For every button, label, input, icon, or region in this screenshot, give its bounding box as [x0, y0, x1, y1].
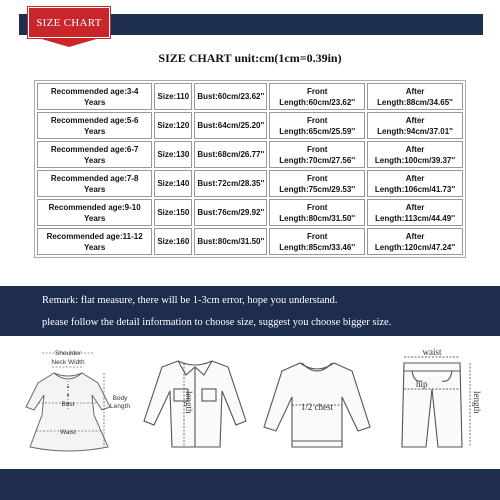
badge-label: SIZE CHART — [28, 7, 110, 38]
bust-cell: Bust:72cm/28.35'' — [194, 170, 267, 197]
pants-illustration — [382, 343, 492, 453]
chart-title: SIZE CHART unit:cm(1cm=0.39in) — [158, 51, 342, 65]
age-cell: Recommended age:5-6 Years — [37, 112, 152, 139]
sweater-icon — [258, 343, 376, 453]
dress-icon — [8, 343, 132, 453]
after-length-cell: After Length:94cm/37.01'' — [367, 112, 463, 139]
bust-cell: Bust:80cm/31.50'' — [194, 228, 267, 255]
age-cell: Recommended age:11-12 Years — [37, 228, 152, 255]
pants-waist-label: waist — [422, 347, 442, 357]
table-row — [37, 83, 463, 110]
badge-ribbon-tail — [38, 38, 100, 47]
shirt-illustration — [136, 343, 254, 453]
size-cell: Size:140 — [154, 170, 192, 197]
after-length-cell: After Length:113cm/44.49'' — [367, 199, 463, 226]
after-length-cell: After Length:88cm/34.65'' — [367, 83, 463, 110]
size-chart-badge — [28, 7, 110, 47]
age-cell: Recommended age:7-8 Years — [37, 170, 152, 197]
front-length-cell: Front Length:70cm/27.56'' — [269, 141, 365, 168]
table-row — [37, 199, 463, 226]
dress-bust-label: Bust — [61, 401, 75, 408]
bust-cell: Bust:60cm/23.62'' — [194, 83, 267, 110]
dress-body-label: Body — [112, 395, 128, 402]
front-length-cell: Front Length:80cm/31.50'' — [269, 199, 365, 226]
age-cell: Recommended age:6-7 Years — [37, 141, 152, 168]
pants-icon — [382, 343, 492, 453]
remark-line-1: Remark: flat measure, there will be 1-3cm error, hope you understand. — [42, 295, 338, 306]
bust-cell: Bust:76cm/29.92'' — [194, 199, 267, 226]
dress-shoulder-label: Shoulder — [54, 350, 82, 357]
table-row — [37, 141, 463, 168]
footer-bar — [0, 469, 500, 500]
pants-length-label: length — [472, 391, 482, 414]
table-row — [37, 170, 463, 197]
sweater-chest-label: 1/2 chest — [300, 402, 334, 412]
size-cell: Size:110 — [154, 83, 192, 110]
bust-cell: Bust:68cm/26.77'' — [194, 141, 267, 168]
sweater-illustration — [258, 343, 376, 453]
age-cell: Recommended age:3-4 Years — [37, 83, 152, 110]
remark-line-2: please follow the detail information to choose size, suggest you choose bigger size. — [42, 317, 392, 328]
size-cell: Size:130 — [154, 141, 192, 168]
size-cell: Size:150 — [154, 199, 192, 226]
front-length-cell: Front Length:65cm/25.59'' — [269, 112, 365, 139]
bust-cell: Bust:64cm/25.20'' — [194, 112, 267, 139]
size-table — [34, 80, 466, 258]
front-length-cell: Front Length:60cm/23.62'' — [269, 83, 365, 110]
front-length-cell: Front Length:85cm/33.46'' — [269, 228, 365, 255]
age-cell: Recommended age:9-10 Years — [37, 199, 152, 226]
size-table-body — [37, 83, 463, 255]
dress-illustration — [8, 343, 132, 453]
front-length-cell: Front Length:75cm/29.53'' — [269, 170, 365, 197]
table-row — [37, 112, 463, 139]
dress-waist-label: Waist — [59, 429, 77, 436]
dress-neck-width-label: Neck Width — [51, 359, 85, 366]
size-cell: Size:160 — [154, 228, 192, 255]
after-length-cell: After Length:120cm/47.24'' — [367, 228, 463, 255]
shirt-length-label: length — [184, 391, 194, 414]
size-cell: Size:120 — [154, 112, 192, 139]
pants-hip-label: hip — [416, 379, 428, 389]
after-length-cell: After Length:106cm/41.73'' — [367, 170, 463, 197]
remark-band — [0, 286, 500, 336]
dress-length-label: Length — [110, 403, 130, 410]
after-length-cell: After Length:100cm/39.37'' — [367, 141, 463, 168]
table-row — [37, 228, 463, 255]
shirt-icon — [136, 343, 254, 453]
